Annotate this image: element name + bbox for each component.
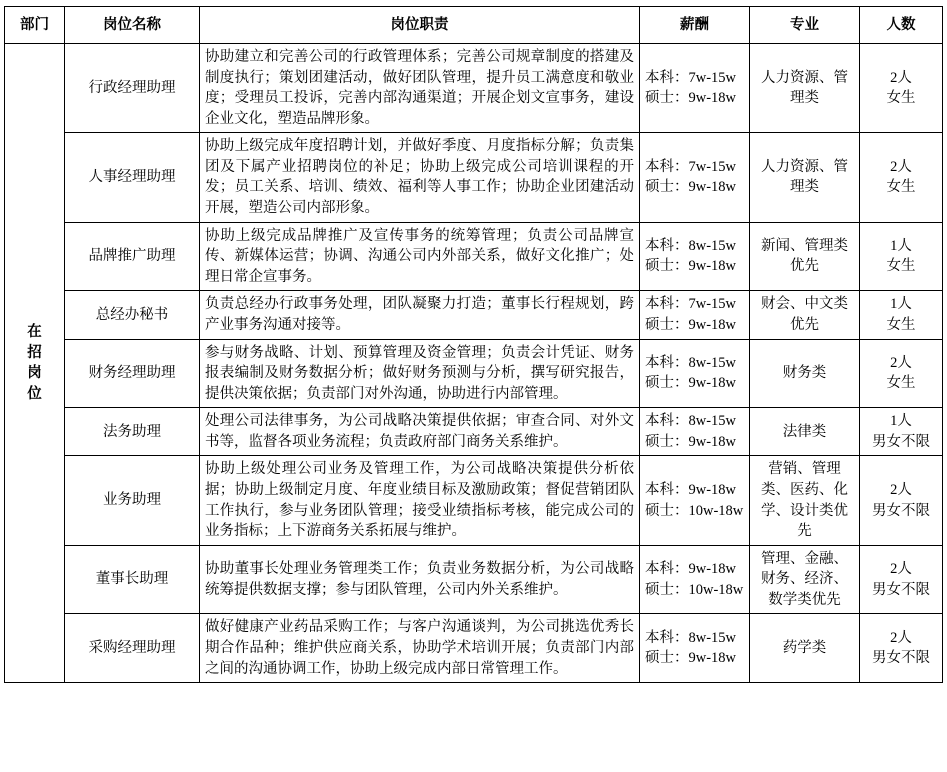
job-title: 董事长助理 xyxy=(65,545,200,614)
salary-cell xyxy=(640,44,750,133)
headcount-number: 1人 xyxy=(890,237,912,254)
column-header-major: 专业 xyxy=(750,7,860,44)
column-header-job-duty: 岗位职责 xyxy=(200,7,640,44)
headcount-cell xyxy=(860,339,943,408)
headcount-gender: 男女不限 xyxy=(872,581,930,598)
header-row xyxy=(5,7,943,44)
job-title: 采购经理助理 xyxy=(65,614,200,683)
headcount-cell xyxy=(860,222,943,291)
salary-bachelor: 本科：8w-15w xyxy=(645,413,737,430)
headcount-cell xyxy=(860,456,943,545)
salary-cell xyxy=(640,222,750,291)
headcount-number: 2人 xyxy=(890,158,912,175)
salary-master: 硕士：9w-18w xyxy=(645,258,737,275)
headcount-cell xyxy=(860,408,943,456)
job-duty: 负责总经办行政事务处理，团队凝聚力打造；董事长行程规划，跨产业事务沟通对接等。 xyxy=(200,291,640,339)
major-cell: 人力资源、管理类 xyxy=(750,133,860,222)
major-cell: 财务类 xyxy=(750,339,860,408)
salary-cell xyxy=(640,408,750,456)
job-duty: 协助建立和完善公司的行政管理体系；完善公司规章制度的搭建及制度执行；策划团建活动，做好团队管理，提升员工满意度和敬业度；受理员工投诉，完善内部沟通渠道；开展企划文宣事务，建设企业文化，塑造品牌形象。 xyxy=(200,44,640,133)
job-duty: 参与财务战略、计划、预算管理及资金管理；负责会计凭证、财务报表编制及财务数据分析；做好财务预测与分析，撰写研究报告，提供决策依据；负责部门对外沟通，协助进行内部管理。 xyxy=(200,339,640,408)
salary-bachelor: 本科：7w-15w xyxy=(645,69,737,86)
job-title: 行政经理助理 xyxy=(65,44,200,133)
headcount-cell xyxy=(860,291,943,339)
salary-master: 硕士：9w-18w xyxy=(645,179,737,196)
headcount-gender: 女生 xyxy=(886,179,916,196)
table-body xyxy=(5,44,943,683)
column-header-job-title: 岗位名称 xyxy=(65,7,200,44)
salary-master: 硕士：9w-18w xyxy=(645,316,737,333)
headcount-gender: 男女不限 xyxy=(872,433,930,450)
headcount-cell xyxy=(860,44,943,133)
salary-bachelor: 本科：9w-18w xyxy=(645,481,737,498)
salary-master: 硕士：10w-18w xyxy=(645,581,744,598)
job-duty: 协助上级处理公司业务及管理工作，为公司战略决策提供分析依据；协助上级制定月度、年度业绩目标及激励政策；督促营销团队工作执行，参与业务团队管理；接受业绩指标考核，能完成公司的业务指标；上下游商务关系拓展与维护。 xyxy=(200,456,640,545)
salary-cell xyxy=(640,133,750,222)
salary-master: 硕士：9w-18w xyxy=(645,90,737,107)
job-title: 法务助理 xyxy=(65,408,200,456)
major-cell: 法律类 xyxy=(750,408,860,456)
column-header-headcount: 人数 xyxy=(860,7,943,44)
table-row xyxy=(5,545,943,614)
department-cell xyxy=(5,44,65,683)
headcount-number: 1人 xyxy=(890,296,912,313)
job-title: 人事经理助理 xyxy=(65,133,200,222)
headcount-gender: 男女不限 xyxy=(872,650,930,667)
salary-cell xyxy=(640,339,750,408)
job-duty: 协助上级完成品牌推广及宣传事务的统筹管理；负责公司品牌宣传、新媒体运营；协调、沟通公司内外部关系，做好文化推广；处理日常企宣事务。 xyxy=(200,222,640,291)
salary-bachelor: 本科：8w-15w xyxy=(645,629,737,646)
headcount-number: 2人 xyxy=(890,69,912,86)
salary-bachelor: 本科：7w-15w xyxy=(645,296,737,313)
major-cell: 新闻、管理类优先 xyxy=(750,222,860,291)
headcount-cell xyxy=(860,545,943,614)
headcount-number: 2人 xyxy=(890,561,912,577)
headcount-number: 2人 xyxy=(890,354,912,371)
job-duty: 做好健康产业药品采购工作；与客户沟通谈判，为公司挑选优秀长期合作品种；维护供应商关系，协助学术培训开展；负责部门内部之间的沟通协调工作，协助上级完成内部日常管理工作。 xyxy=(200,614,640,683)
column-header-salary: 薪酬 xyxy=(640,7,750,44)
table-row xyxy=(5,44,943,133)
salary-bachelor: 本科：8w-15w xyxy=(645,237,737,254)
salary-master: 硕士：10w-18w xyxy=(645,502,744,519)
salary-cell xyxy=(640,545,750,614)
salary-master: 硕士：9w-18w xyxy=(645,375,737,392)
salary-bachelor: 本科：9w-18w xyxy=(645,561,737,577)
salary-bachelor: 本科：8w-15w xyxy=(645,354,737,371)
salary-bachelor: 本科：7w-15w xyxy=(645,158,737,175)
major-cell: 药学类 xyxy=(750,614,860,683)
headcount-cell xyxy=(860,133,943,222)
major-cell: 管理、金融、财务、经济、数学类优先 xyxy=(750,545,860,614)
job-title: 业务助理 xyxy=(65,456,200,545)
headcount-gender: 女生 xyxy=(886,258,916,275)
headcount-number: 2人 xyxy=(890,629,912,646)
job-listing-table xyxy=(4,6,943,683)
column-header-department: 部门 xyxy=(5,7,65,44)
table-row xyxy=(5,133,943,222)
job-title: 品牌推广助理 xyxy=(65,222,200,291)
headcount-number: 1人 xyxy=(890,413,912,430)
job-title: 财务经理助理 xyxy=(65,339,200,408)
salary-master: 硕士：9w-18w xyxy=(645,433,737,450)
department-label: 在招岗位 xyxy=(27,323,43,402)
major-cell: 人力资源、管理类 xyxy=(750,44,860,133)
salary-cell xyxy=(640,456,750,545)
table-row xyxy=(5,339,943,408)
table-row xyxy=(5,614,943,683)
job-duty: 协助上级完成年度招聘计划，并做好季度、月度指标分解；负责集团及下属产业招聘岗位的补足；协助上级完成公司培训课程的开发；员工关系、培训、绩效、福利等人事工作；协助企业团建活动开展，塑造公司内部形象。 xyxy=(200,133,640,222)
headcount-gender: 女生 xyxy=(886,316,916,333)
salary-master: 硕士：9w-18w xyxy=(645,650,737,667)
headcount-cell xyxy=(860,614,943,683)
headcount-number: 2人 xyxy=(890,481,912,498)
table-header xyxy=(5,7,943,44)
job-duty: 协助董事长处理业务管理类工作；负责业务数据分析，为公司战略统筹提供数据支撑；参与团队管理，公司内外关系维护。 xyxy=(200,545,640,614)
headcount-gender: 女生 xyxy=(886,90,916,107)
major-cell: 财会、中文类优先 xyxy=(750,291,860,339)
table-row xyxy=(5,291,943,339)
table-row xyxy=(5,456,943,545)
job-duty: 处理公司法律事务，为公司战略决策提供依据；审查合同、对外文书等，监督各项业务流程；负责政府部门商务关系维护。 xyxy=(200,408,640,456)
salary-cell xyxy=(640,614,750,683)
table-row xyxy=(5,222,943,291)
salary-cell xyxy=(640,291,750,339)
table-row xyxy=(5,408,943,456)
headcount-gender: 女生 xyxy=(886,375,916,392)
headcount-gender: 男女不限 xyxy=(872,502,930,519)
job-title: 总经办秘书 xyxy=(65,291,200,339)
major-cell: 营销、管理类、医药、化学、设计类优先 xyxy=(750,456,860,545)
